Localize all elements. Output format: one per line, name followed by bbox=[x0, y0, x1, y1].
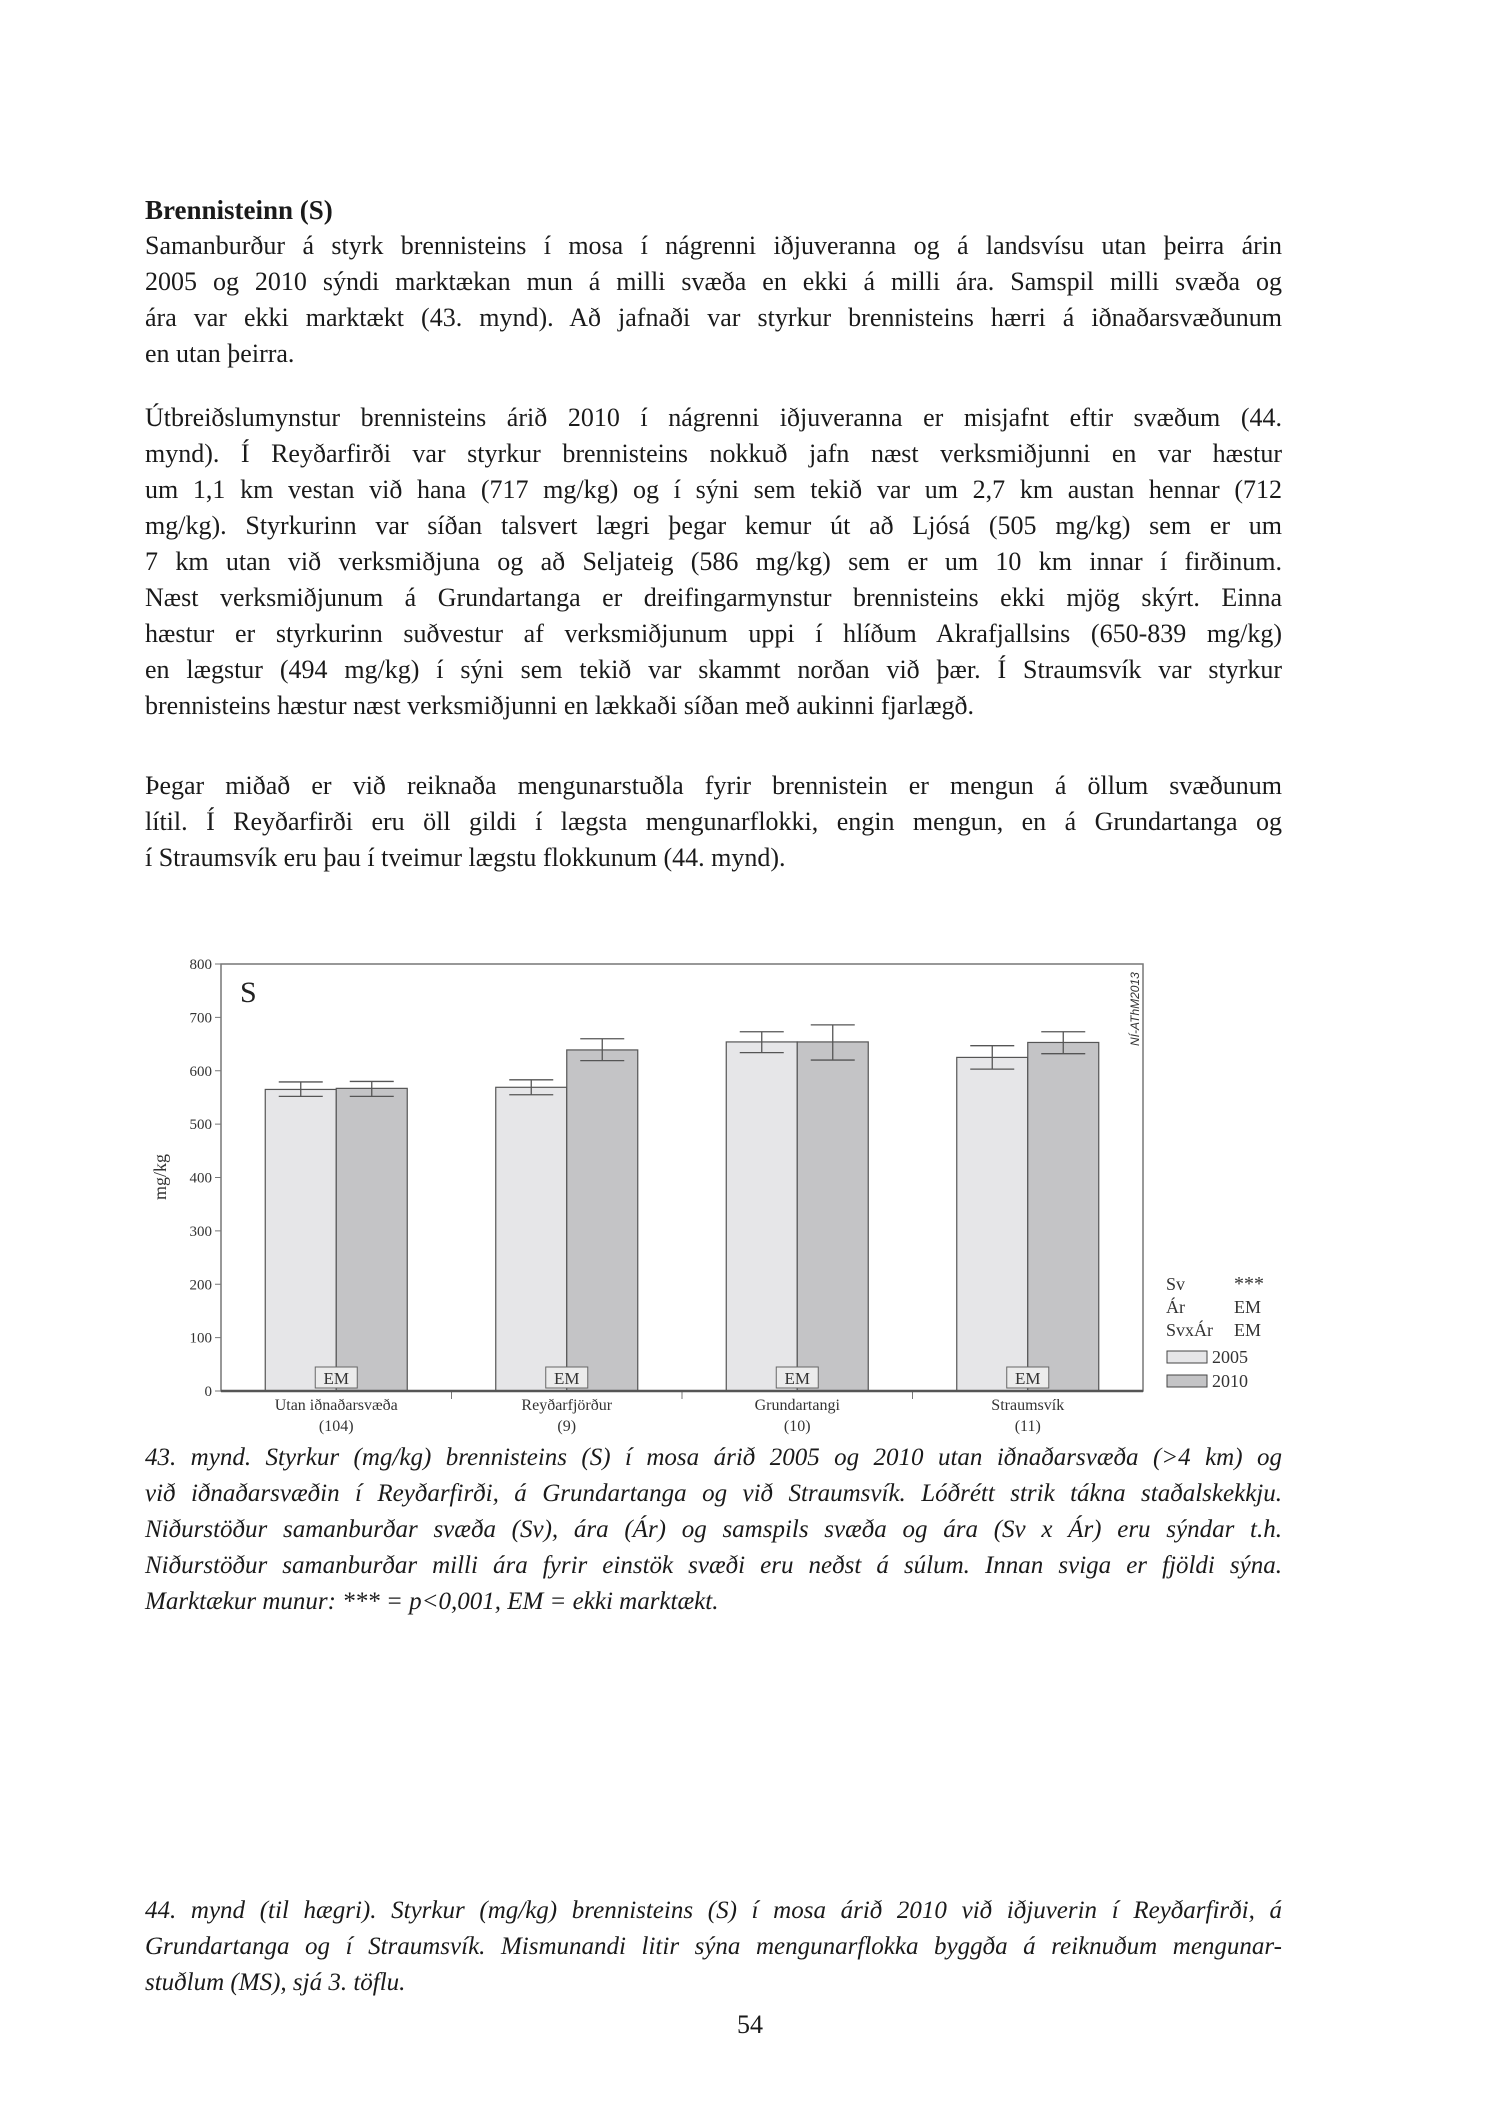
bar-chart bbox=[0, 940, 1500, 1440]
text-line: lítil. Í Reyðarfirði eru öll gildi í lægsta mengunarflokki, engin mengun, en á Grundartanga og bbox=[145, 807, 1282, 836]
text-line: Grundartanga og í Straumsvík. Mismunandi litir sýna mengunarflokka byggða á reiknuðum mengunar- bbox=[145, 1933, 1282, 1960]
figure-44-caption bbox=[145, 1893, 1282, 2001]
text-line: Niðurstöður samanburðar svæða (Sv), ára (Ár) og samspils svæða og ára (Sv x Ár) eru sýndar t.h. bbox=[145, 1516, 1282, 1543]
legend-swatch-2005 bbox=[1167, 1351, 1207, 1363]
bar-2010 bbox=[797, 1042, 868, 1391]
text-line: ára var ekki marktækt (43. mynd). Að jafnaði var styrkur brennisteins hærri á iðnaðarsvæðunum bbox=[145, 303, 1282, 332]
text-line: hæstur er styrkurinn suðvestur af verksmiðjunum uppi í hlíðum Akrafjallsins (650-839 mg/kg) bbox=[145, 619, 1282, 648]
text-line: stuðlum (MS), sjá 3. töflu. bbox=[145, 1969, 406, 1996]
y-axis-label: mg/kg bbox=[150, 1153, 170, 1201]
text-line: Næst verksmiðjunum á Grundartanga er dreifingarmynstur brennisteins ekki mjög skýrt. Einna bbox=[145, 583, 1282, 612]
stat-value: EM bbox=[1234, 1297, 1261, 1317]
bar-2005 bbox=[265, 1089, 336, 1391]
paragraph-2 bbox=[145, 400, 1282, 724]
year-comparison-label: EM bbox=[784, 1369, 810, 1388]
y-tick-label: 0 bbox=[204, 1384, 212, 1400]
category-label: Grundartangi bbox=[754, 1397, 840, 1414]
year-comparison-label: EM bbox=[323, 1369, 349, 1388]
section-heading: Brennisteinn (S) bbox=[145, 195, 333, 225]
stat-label: SvxÁr bbox=[1166, 1320, 1214, 1340]
text-line: um 1,1 km vestan við hana (717 mg/kg) og í sýni sem tekið var um 2,7 km austan hennar (712 bbox=[145, 475, 1282, 504]
text-line: en lægstur (494 mg/kg) í sýni sem tekið var skammt norðan við þær. Í Straumsvík var styrkur bbox=[145, 655, 1282, 684]
legend-swatch-2010 bbox=[1167, 1375, 1207, 1387]
stat-label: Ár bbox=[1166, 1297, 1185, 1317]
text-line: í Straumsvík eru þau í tveimur lægstu flokkunum (44. mynd). bbox=[145, 843, 786, 872]
year-comparison-label: EM bbox=[1015, 1369, 1041, 1388]
y-tick-label: 700 bbox=[189, 1010, 212, 1027]
legend-label: 2005 bbox=[1212, 1347, 1248, 1367]
text-line: en utan þeirra. bbox=[145, 339, 295, 368]
y-tick-label: 200 bbox=[189, 1277, 212, 1294]
text-line: Þegar miðað er við reiknaða mengunarstuðla fyrir brennistein er mengun á öllum svæðunum bbox=[145, 771, 1282, 800]
watermark: NÍ-AThM2013 bbox=[1128, 972, 1142, 1046]
text-line: 7 km utan við verksmiðjuna og að Seljateig (586 mg/kg) sem er um 10 km innar í firðinum. bbox=[145, 547, 1282, 576]
paragraph-1 bbox=[145, 228, 1282, 372]
y-tick-label: 500 bbox=[189, 1117, 212, 1134]
stat-value: EM bbox=[1234, 1320, 1261, 1340]
legend-label: 2010 bbox=[1212, 1371, 1248, 1391]
sample-size-label: (10) bbox=[783, 1418, 811, 1435]
text-line: Niðurstöður samanburðar milli ára fyrir einstök svæði eru neðst á súlum. Innan sviga er fjöldi sýna. bbox=[145, 1552, 1282, 1579]
bar-2005 bbox=[957, 1057, 1028, 1391]
paragraph-3 bbox=[145, 768, 1282, 876]
bar-2005 bbox=[726, 1042, 797, 1391]
y-tick-label: 800 bbox=[189, 957, 212, 973]
text-line: 44. mynd (til hægri). Styrkur (mg/kg) brennisteins (S) í mosa árið 2010 við iðjuverin í Reyðarfirði, á bbox=[145, 1897, 1282, 1924]
y-tick-label: 600 bbox=[189, 1063, 212, 1080]
y-tick-label: 100 bbox=[189, 1330, 212, 1347]
text-line: 2005 og 2010 sýndi marktækan mun á milli svæða en ekki á milli ára. Samspil milli svæða og bbox=[145, 267, 1282, 296]
text-line: mynd). Í Reyðarfirði var styrkur brennisteins nokkuð jafn næst verksmiðjunni en var hæstur bbox=[145, 439, 1282, 468]
category-label: Utan iðnaðarsvæða bbox=[274, 1397, 398, 1414]
text-line: brennisteins hæstur næst verksmiðjunni en lækkaði síðan með aukinni fjarlægð. bbox=[145, 691, 975, 720]
stat-label: Sv bbox=[1166, 1274, 1186, 1294]
text-line: Útbreiðslumynstur brennisteins árið 2010 í nágrenni iðjuveranna er misjafnt eftir svæðum (44. bbox=[145, 403, 1282, 432]
text-line: Marktækur munur: *** = p<0,001, EM = ekki marktækt. bbox=[145, 1588, 719, 1615]
text-line: við iðnaðarsvæðin í Reyðarfirði, á Grundartanga og við Straumsvík. Lóðrétt strik tákna staðalskekkju. bbox=[145, 1480, 1282, 1507]
y-tick-label: 400 bbox=[189, 1170, 212, 1187]
text-line: mg/kg). Styrkurinn var síðan talsvert lægri þegar kemur út að Ljósá (505 mg/kg) sem er um bbox=[145, 511, 1282, 540]
text-line: Samanburður á styrk brennisteins í mosa í nágrenni iðjuveranna og á landsvísu utan þeirra árin bbox=[145, 231, 1282, 260]
text-line: 43. mynd. Styrkur (mg/kg) brennisteins (S) í mosa árið 2005 og 2010 utan iðnaðarsvæða (>4 km) og bbox=[145, 1444, 1282, 1471]
sample-size-label: (11) bbox=[1014, 1418, 1041, 1435]
sample-size-label: (9) bbox=[557, 1418, 577, 1435]
y-tick-label: 300 bbox=[189, 1223, 212, 1240]
stat-value: *** bbox=[1234, 1273, 1264, 1295]
bar-2010 bbox=[1028, 1042, 1099, 1391]
figure-43-caption bbox=[145, 1440, 1282, 1620]
bar-2005 bbox=[496, 1087, 567, 1391]
bar-2010 bbox=[567, 1050, 638, 1391]
category-label: Straumsvík bbox=[991, 1397, 1065, 1414]
category-label: Reyðarfjörður bbox=[521, 1397, 613, 1414]
year-comparison-label: EM bbox=[554, 1369, 580, 1388]
page-number: 54 bbox=[737, 2010, 763, 2039]
bar-2010 bbox=[336, 1088, 407, 1391]
chart-title: S bbox=[240, 976, 257, 1009]
sample-size-label: (104) bbox=[318, 1418, 354, 1435]
